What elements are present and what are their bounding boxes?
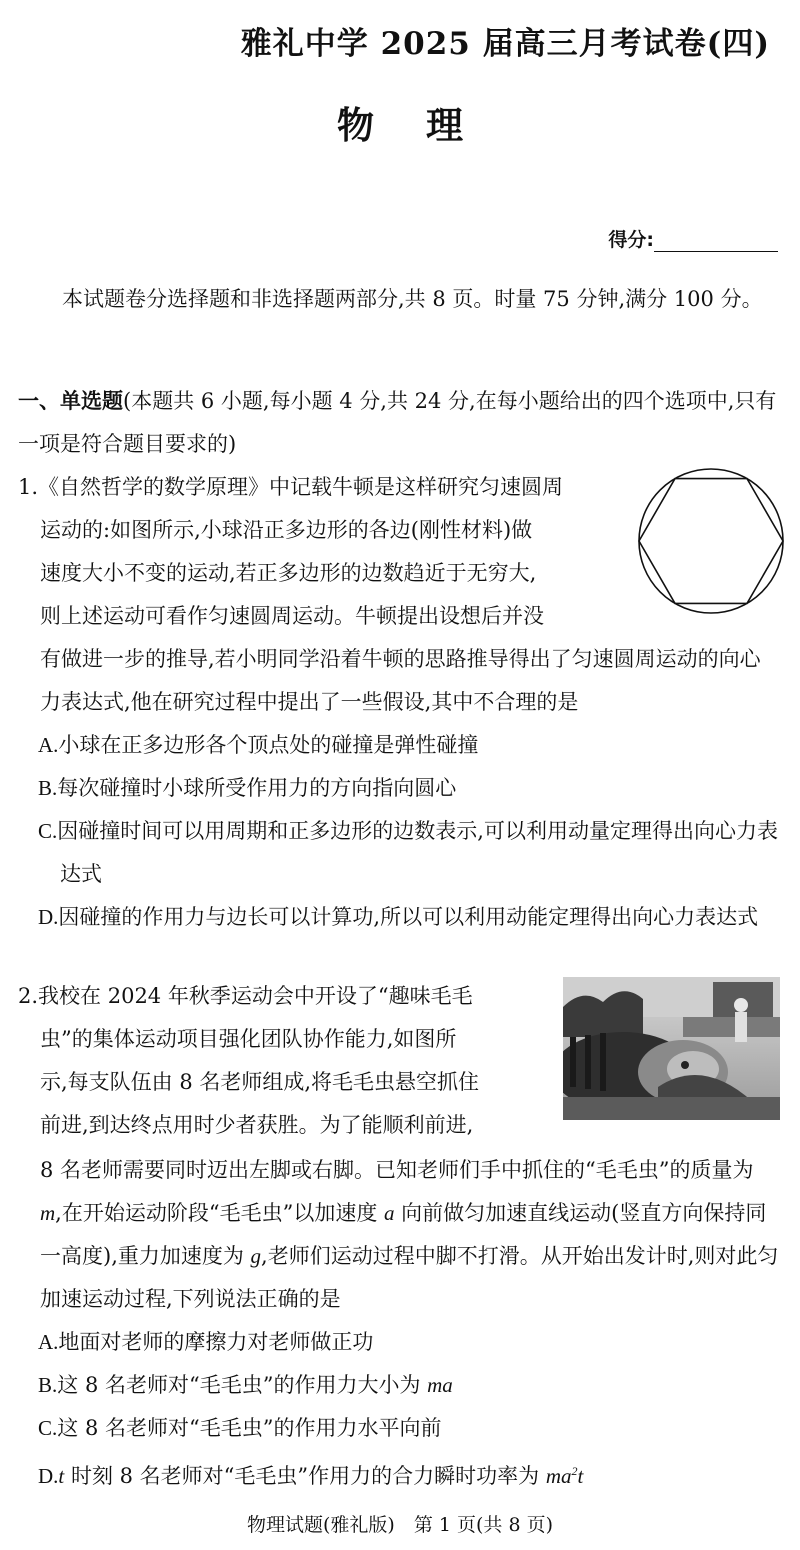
q2-option-d-var-t: t	[58, 1464, 65, 1488]
q2-option-c[interactable]	[18, 1407, 780, 1450]
section-heading	[18, 380, 780, 466]
q2-var-m: m	[40, 1201, 56, 1225]
q2-option-d-letter: D.	[38, 1464, 59, 1488]
q2-stem-e1: 8 名老师需要同时迈出左脚或右脚。已知老师们手中抓住的“毛毛虫”的质量为	[40, 1158, 754, 1182]
figure-hexagon	[639, 479, 783, 604]
subject-title: 物理	[337, 103, 515, 147]
q1-option-b-text: 每次碰撞时小球所受作用力的方向指向圆心	[57, 776, 457, 800]
q2-option-a[interactable]	[18, 1321, 780, 1364]
q2-var-a: a	[384, 1201, 395, 1225]
q2-line-4: 前进,到达终点用时少者获胜。为了能顺利前进,	[40, 1113, 474, 1137]
q1-option-c-text: 因碰撞时间可以用周期和正多边形的边数表示,可以利用动量定理得出向心力表达式	[57, 819, 778, 886]
q1-line-3: 速度大小不变的运动,若正多边形的边数趋近于无穷大,	[40, 561, 537, 585]
q2-option-d[interactable]	[18, 1450, 780, 1498]
q2-number: 2.	[18, 984, 39, 1008]
q2-stem-rest	[18, 1149, 780, 1321]
q2-option-a-text: 地面对老师的摩擦力对老师做正功	[58, 1330, 374, 1354]
q1-option-c[interactable]	[18, 810, 780, 896]
caterpillar-race-photo	[563, 977, 780, 1120]
q2-var-g: g	[250, 1244, 262, 1268]
q1-option-d[interactable]	[18, 896, 780, 939]
q2-option-a-letter: A.	[38, 1330, 59, 1354]
q2-option-d-math-base: ma	[545, 1464, 572, 1488]
q1-number: 1.	[18, 475, 39, 499]
q1-option-d-text: 因碰撞的作用力与边长可以计算功,所以可以利用动能定理得出向心力表达式	[58, 905, 759, 929]
q2-option-c-letter: C.	[38, 1416, 58, 1440]
q2-option-d-math-sup: 2	[571, 1464, 578, 1478]
q1-stem-a: 《自然哲学的数学原理》中记载牛顿是这样研究匀速圆周	[38, 475, 564, 499]
q2-stem-e2: ,在开始运动阶段“毛毛虫”以加速度	[55, 1201, 384, 1225]
intro-paragraph: 本试题卷分选择题和非选择题两部分,共 8 页。时量 75 分钟,满分 100 分。	[62, 287, 763, 311]
q2-line-3: 示,每支队伍由 8 名老师组成,将毛毛虫悬空抓住	[40, 1070, 480, 1094]
q1-option-a-letter: A.	[38, 733, 59, 757]
q1-option-d-letter: D.	[38, 905, 59, 929]
q2-option-d-math-tail: t	[577, 1464, 584, 1488]
q2-stem-e4: ,老师们运动过程中脚不打滑。从开始出发计时,则对此匀加速运动过程,下列说法正确的是	[40, 1244, 779, 1311]
score-blank[interactable]	[654, 231, 778, 252]
q1-stem-rest: 有做进一步的推导,若小明同学沿着牛顿的思路推导得出了匀速圆周运动的向心力表达式,他在研究过程中提出了一些假设,其中不合理的是	[40, 647, 761, 714]
score-label: 得分:	[608, 229, 654, 251]
q2-option-b[interactable]	[18, 1364, 780, 1407]
q2-option-c-text: 这 8 名老师对“毛毛虫”的作用力水平向前	[57, 1416, 442, 1440]
q1-option-a[interactable]	[18, 724, 780, 767]
q2-stem-e3: 向前做匀加速直线运动(竖直方向保持同一高度),重力加速度为	[40, 1201, 767, 1268]
score-field	[608, 225, 778, 252]
q2-option-d-text: 时刻 8 名老师对“毛毛虫”作用力的合力瞬时功率为	[64, 1464, 546, 1488]
q2-stem-a: 我校在 2024 年秋季运动会中开设了“趣味毛毛	[38, 984, 473, 1008]
q1-option-c-letter: C.	[38, 819, 58, 843]
q2-line-2: 虫”的集体运动项目强化团队协作能力,如图所	[40, 1027, 457, 1051]
q1-option-a-text: 小球在正多边形各个顶点处的碰撞是弹性碰撞	[58, 733, 479, 757]
q2-option-b-math: ma	[427, 1373, 453, 1397]
q1-option-b[interactable]	[18, 767, 780, 810]
q1-line-1	[18, 466, 633, 509]
hexagon-in-circle-figure	[636, 466, 786, 616]
q1-line-4: 则上述运动可看作匀速圆周运动。牛顿提出设想后并没	[40, 604, 544, 628]
figure-circle	[639, 469, 783, 613]
q1-option-b-letter: B.	[38, 776, 58, 800]
q2-line-1	[18, 975, 558, 1018]
page-footer: 物理试题(雅礼版) 第 1 页(共 8 页)	[247, 1514, 553, 1536]
section-title: 一、单选题	[18, 389, 123, 413]
q2-option-b-letter: B.	[38, 1373, 58, 1397]
section-instruction: (本题共 6 小题,每小题 4 分,共 24 分,在每小题给出的四个选项中,只有一项是符合题目要求的)	[18, 389, 777, 456]
q1-line-2: 运动的:如图所示,小球沿正多边形的各边(刚性材料)做	[40, 518, 533, 542]
exam-title: 雅礼中学 2025 届高三月考试卷(四)	[240, 26, 770, 62]
q2-option-b-text: 这 8 名老师对“毛毛虫”的作用力大小为	[57, 1373, 428, 1397]
